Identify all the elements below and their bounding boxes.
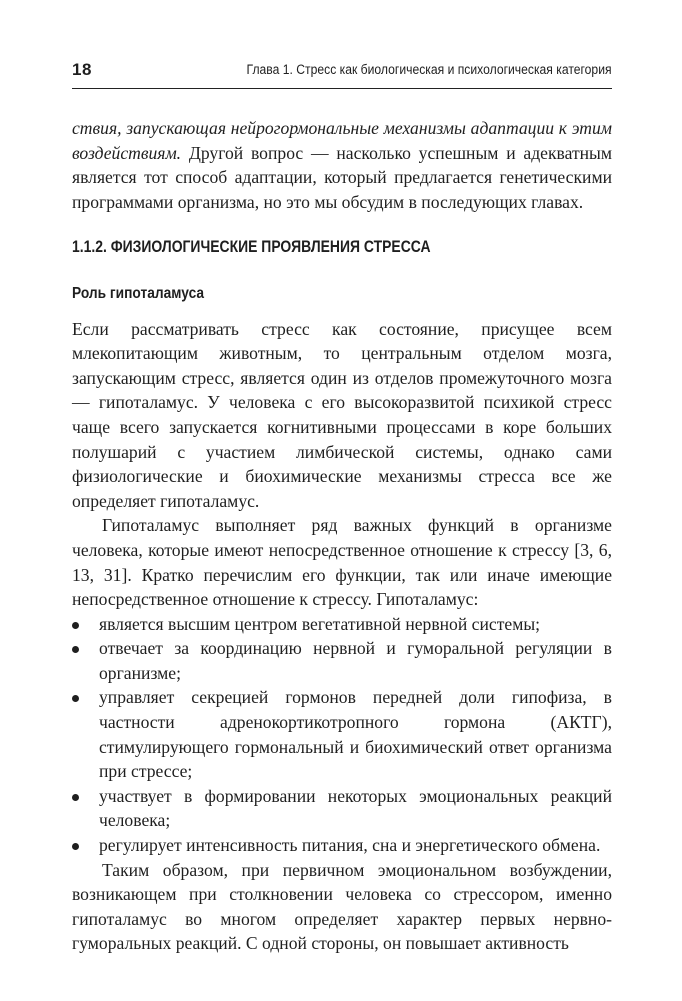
body-text: [72, 116, 612, 956]
list-item: [72, 784, 612, 833]
header-rule: [72, 88, 612, 89]
function-list: [72, 612, 612, 858]
subsection-heading: Роль гипоталамуса: [72, 284, 205, 302]
chapter-title: Глава 1. Стресс как биологическая и психологическая категория: [246, 62, 612, 77]
bullet-icon: [72, 646, 79, 653]
paragraph-2: Гипоталамус выполняет ряд важных функций в организме человека, которые имеют непосредственное отношение к стрессу [3, 6, 13, 31]. Кратко перечислим его функции, так или иначе имеющие непосредственное отношение к стрессу. Гипоталамус:: [72, 515, 612, 610]
list-item-text: управляет секрецией гормонов передней доли гипофиза, в частности адренокортикотропного гормона (АКТГ), стимулирующего гормональный и биохимический ответ организма при стрессе;: [99, 687, 612, 782]
list-item-text: отвечает за координацию нервной и гуморальной регуляции в организме;: [99, 638, 612, 683]
section-heading: 1.1.2. ФИЗИОЛОГИЧЕСКИЕ ПРОЯВЛЕНИЯ СТРЕССА: [72, 237, 431, 257]
bullet-icon: [72, 843, 79, 850]
list-item: [72, 685, 612, 783]
intro-paragraph: [72, 116, 612, 214]
closing-paragraph: Таким образом, при первичном эмоциональном возбуждении, возникающем при столкновении человека со стрессором, именно гипоталамус во многом определяет характер первых нервно-гуморальных реакций. С одной стороны, он повышает активность: [72, 859, 612, 954]
list-item-text: является высшим центром вегетативной нервной системы;: [99, 613, 541, 634]
paragraph-1: Если рассматривать стресс как состояние, присущее всем млекопитающим животным, то центральным отделом мозга, запускающим стресс, является один из отделов промежуточного мозга — гипоталамус. У человека с его высокоразвитой психикой стресс чаще всего запускается когнитивными процессами в коре больших полушарий с участием лимбической системы, однако сами физиологические и биохимические механизмы стресса все же определяет гипоталамус.: [72, 318, 612, 511]
intro-italic-text: ствия, запускающая нейрогормональные механизмы адаптации к этим воздействиям.: [72, 118, 612, 163]
intro-text: Другой вопрос — насколько успешным и адекватным является тот способ адаптации, который предлагается генетическими программами организма, но это мы обсудим в последующих главах.: [72, 142, 612, 212]
bullet-icon: [72, 622, 79, 629]
running-head: [72, 60, 612, 84]
bullet-icon: [72, 794, 79, 801]
list-item: [72, 636, 612, 685]
list-item-text: регулирует интенсивность питания, сна и энергетического обмена.: [99, 835, 601, 856]
list-item-text: участвует в формировании некоторых эмоциональных реакций человека;: [99, 785, 612, 831]
list-item: [72, 612, 612, 637]
bullet-icon: [72, 695, 79, 702]
list-item: [72, 833, 612, 858]
page-number: 18: [72, 60, 92, 79]
